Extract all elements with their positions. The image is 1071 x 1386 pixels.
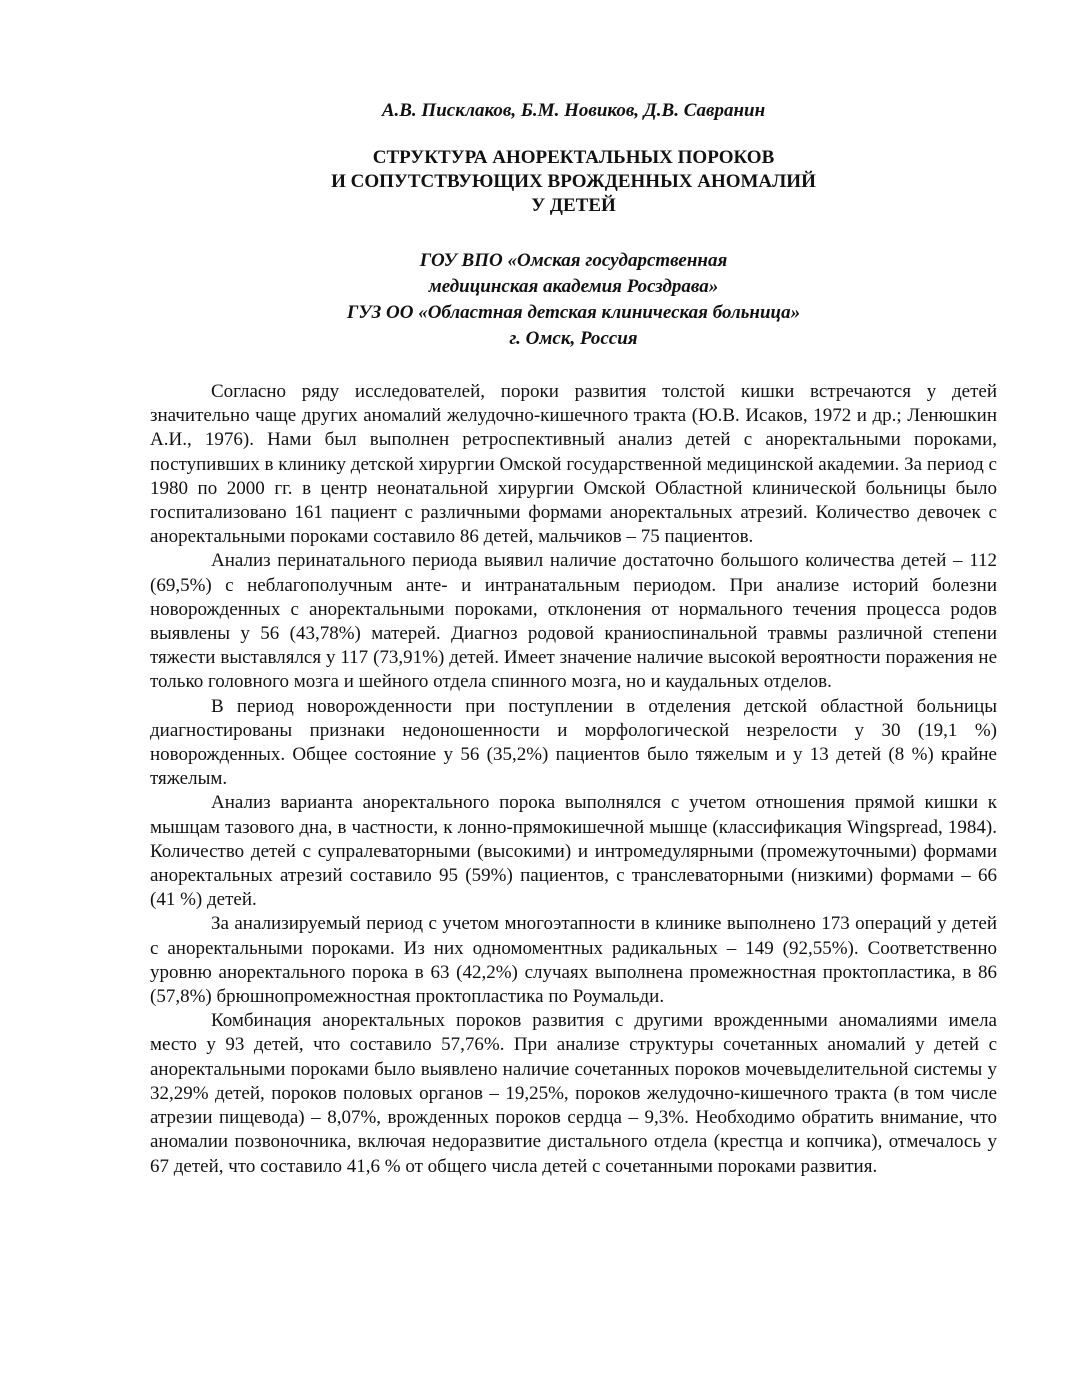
title-line: СТРУКТУРА АНОРЕКТАЛЬНЫХ ПОРОКОВ bbox=[372, 147, 775, 168]
paper-page bbox=[150, 98, 997, 1179]
title-line: И СОПУТСТВУЮЩИХ ВРОЖДЕННЫХ АНОМАЛИЙ bbox=[331, 171, 816, 192]
title-line: У ДЕТЕЙ bbox=[531, 195, 616, 216]
paragraph: Комбинация аноректальных пороков развития с другими врожденными аномалиями имела место у 93 детей, что составило 57,76%. При анализе структуры сочетанных аномалий у детей с аноректальными пороками было выявлено наличие сочетанных пороков мочевыделительной системы у 32,29% детей, пороков половых органов – 19,25%, пороков желудочно-кишечного тракта (в том числе атрезии пищевода) – 8,07%, врожденных пороков сердца – 9,3%. Необходимо обратить внимание, что аномалии позвоночника, включая недоразвитие дистального отдела (крестца и копчика), отмечалось у 67 детей, что составило 41,6 % от общего числа детей с сочетанными пороками развития. bbox=[150, 1010, 997, 1177]
paragraph: Анализ перинатального периода выявил наличие достаточно большого количества детей – 112 (69,5%) с неблагополучным анте- и интранатальным периодом. При анализе историй болезни новорожденных с аноректальными пороками, отклонения от нормального течения процесса родов выявлены у 56 (43,78%) матерей. Диагноз родовой краниоспинальной травмы различной степени тяжести выставлялся у 117 (73,91%) детей. Имеет значение наличие высокой вероятности поражения не только головного мозга и шейного отдела спинного мозга, но и каудальных отделов. bbox=[150, 550, 997, 693]
affiliation-line: медицинская академия Росздрава» bbox=[428, 276, 719, 297]
paper-title bbox=[150, 146, 997, 218]
authors: А.В. Писклаков, Б.М. Новиков, Д.В. Савранин bbox=[381, 100, 766, 121]
paragraph: Анализ варианта аноректального порока выполнялся с учетом отношения прямой кишки к мышцам тазового дна, в частности, к лонно-прямокишечной мышце (классификация Wingspread, 1984). Количество детей с супралеваторными (высокими) и интромедулярными (промежуточными) формами аноректальных атрезий составило 95 (59%) пациентов, с транслеваторными (низкими) формами – 66 (41 %) детей. bbox=[150, 792, 997, 911]
affiliation-line: ГУЗ ОО «Областная детская клиническая больница» bbox=[346, 302, 801, 323]
paragraph: Согласно ряду исследователей, пороки развития толстой кишки встречаются у детей значительно чаще других аномалий желудочно-кишечного тракта (Ю.В. Исаков, 1972 и др.; Ленюшкин А.И., 1976). Нами был выполнен ретроспективный анализ детей с аноректальными пороками, поступивших в клинику детской хирургии Омской государственной медицинской академии. За период с 1980 по 2000 гг. в центр неонатальной хирургии Омской Областной клинической больницы было госпитализовано 161 пациент с различными формами аноректальных атрезий. Количество девочек с аноректальными пороками составило 86 детей, мальчиков – 75 пациентов. bbox=[150, 381, 997, 548]
body-text bbox=[150, 380, 997, 1179]
affiliation bbox=[150, 248, 997, 352]
affiliation-line: г. Омск, Россия bbox=[509, 328, 638, 349]
paragraph: За анализируемый период с учетом многоэтапности в клинике выполнено 173 операций у детей с аноректальными пороками. Из них одномоментных радикальных – 149 (92,55%). Соответственно уровню аноректального порока в 63 (42,2%) случаях выполнена промежностная проктопластика, в 86 (57,8%) брюшнопромежностная проктопластика по Роумальди. bbox=[150, 913, 997, 1008]
affiliation-line: ГОУ ВПО «Омская государственная bbox=[419, 250, 728, 271]
paragraph: В период новорожденности при поступлении в отделения детской областной больницы диагностированы признаки недоношенности и морфологической незрелости у 30 (19,1 %) новорожденных. Общее состояние у 56 (35,2%) пациентов было тяжелым и у 13 детей (8 %) крайне тяжелым. bbox=[150, 695, 997, 790]
